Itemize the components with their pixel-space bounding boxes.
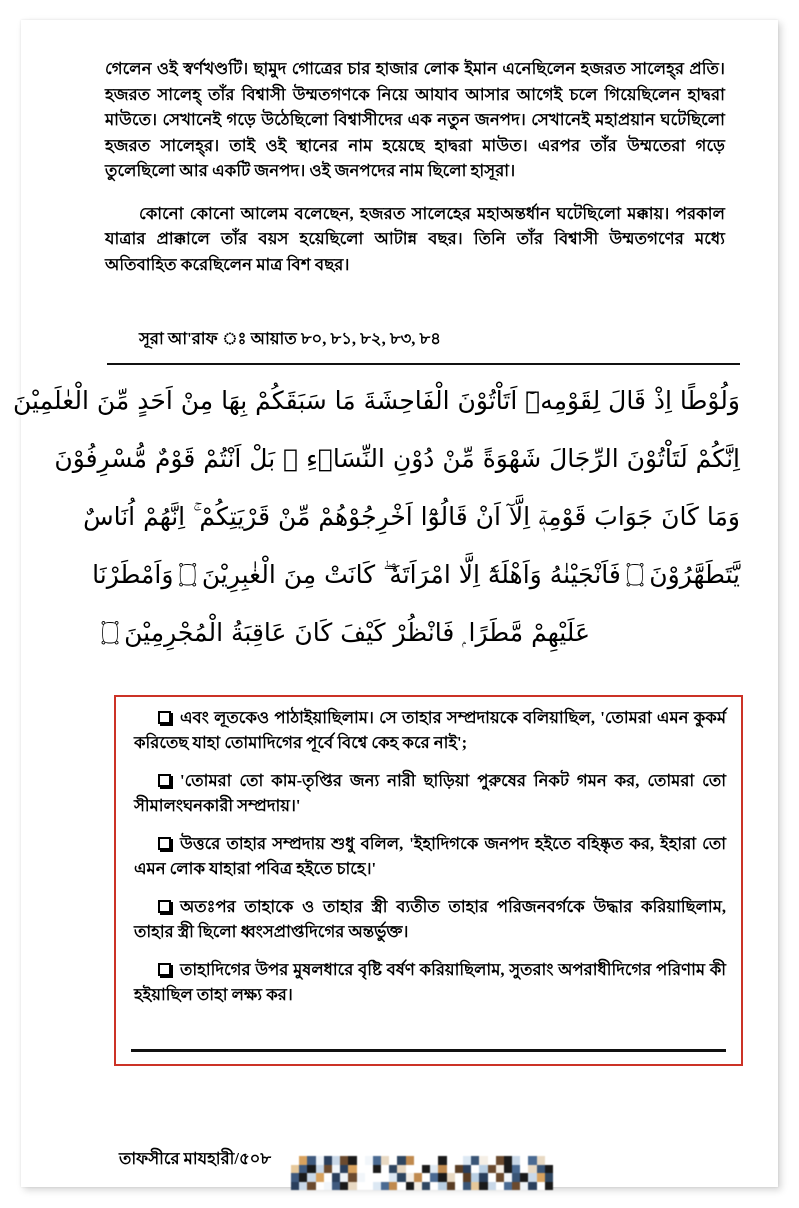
- redaction-cell: [463, 1173, 471, 1182]
- redaction-cell: [324, 1182, 332, 1191]
- redaction-cell: [381, 1173, 389, 1182]
- horizontal-rule-above-arabic: [107, 363, 740, 365]
- redaction-cell: [397, 1156, 405, 1165]
- redaction-cell: [373, 1182, 381, 1191]
- redaction-cell: [479, 1165, 487, 1174]
- redaction-cell: [316, 1182, 324, 1191]
- redaction-cell: [397, 1182, 405, 1191]
- redaction-cell: [447, 1165, 455, 1174]
- redaction-cell: [365, 1156, 373, 1165]
- translation-paragraph-5: [134, 957, 726, 1007]
- redaction-cell: [528, 1173, 536, 1182]
- redaction-cell: [455, 1173, 463, 1182]
- redaction-cell: [381, 1182, 389, 1191]
- redaction-cell: [357, 1156, 365, 1165]
- redaction-cell: [545, 1156, 553, 1165]
- translation-paragraph-3: [134, 831, 726, 881]
- arabic-line-2: اِنَّكُمْ لَتَاْتُوْنَ الرِّجَالَ شَهْوَةً مِّنْ دُوْنِ النِّسَاۤءِ ۝ بَلْ اَنْتُمْ قَوْمٌ مُّسْرِفُوْنَ: [54, 444, 740, 473]
- redaction-cell: [365, 1165, 373, 1174]
- redaction-cell: [512, 1182, 520, 1191]
- square-bullet-icon: [158, 774, 171, 787]
- redaction-cell: [389, 1156, 397, 1165]
- page-footer: [119, 1142, 739, 1202]
- redaction-cell: [357, 1165, 365, 1174]
- redaction-cell: [537, 1173, 545, 1182]
- square-bullet-icon: [158, 837, 171, 850]
- redaction-cell: [447, 1173, 455, 1182]
- redaction-cell: [488, 1165, 496, 1174]
- redaction-cell: [348, 1165, 356, 1174]
- redaction-cell: [332, 1165, 340, 1174]
- redaction-cell: [414, 1156, 422, 1165]
- redaction-cell: [430, 1173, 438, 1182]
- redaction-cell: [422, 1156, 430, 1165]
- redaction-cell: [307, 1173, 315, 1182]
- redaction-cell: [504, 1156, 512, 1165]
- redaction-cell: [537, 1182, 545, 1191]
- redaction-cell: [512, 1156, 520, 1165]
- redaction-cell: [455, 1182, 463, 1191]
- redaction-cell: [496, 1182, 504, 1191]
- redaction-cell: [291, 1165, 299, 1174]
- redaction-cell: [438, 1165, 446, 1174]
- redaction-cell: [438, 1156, 446, 1165]
- redaction-cell: [528, 1165, 536, 1174]
- redaction-cell: [414, 1165, 422, 1174]
- redaction-cell: [414, 1182, 422, 1191]
- redaction-cell: [324, 1173, 332, 1182]
- horizontal-rule-box-bottom: [131, 1049, 726, 1052]
- redaction-cell: [316, 1156, 324, 1165]
- redaction-cell: [414, 1173, 422, 1182]
- redaction-cell: [332, 1156, 340, 1165]
- arabic-line-3: وَمَا كَانَ جَوَابَ قَوْمِهٖٓ اِلَّآ اَنْ قَالُوْٓا اَخْرِجُوْهُمْ مِّنْ قَرْيَتِكُمْ ۚ اِنَّهُمْ اُنَاسٌ: [83, 502, 740, 531]
- translation-box: [114, 695, 743, 1066]
- redaction-cell: [479, 1156, 487, 1165]
- arabic-line-4: يَّتَطَهَّرُوْنَ ۝ فَاَنْجَيْنٰهُ وَاَهْلَهٗٓ اِلَّا امْرَاَتَهٗ ۖ كَانَتْ مِنَ الْغٰبِرِيْنَ ۝ وَاَمْطَرْنَا: [92, 560, 740, 589]
- intro-text-block: [105, 56, 725, 277]
- redaction-cell: [471, 1182, 479, 1191]
- redaction-cell: [357, 1182, 365, 1191]
- redaction-cell: [512, 1173, 520, 1182]
- translation-paragraph-4: [134, 894, 726, 944]
- redaction-cell: [307, 1165, 315, 1174]
- redaction-cell: [504, 1165, 512, 1174]
- redaction-cell: [373, 1156, 381, 1165]
- translation-text-4: অতঃপর তাহাকে ও তাহার স্ত্রী ব্যতীত তাহার পরিজনবর্গকে উদ্ধার করিয়াছিলাম, তাহার স্ত্রী ছিলো ধ্বংসপ্রাপ্তদিগের অন্তর্ভুক্ত।: [134, 897, 726, 941]
- redaction-cell: [471, 1173, 479, 1182]
- redaction-cell: [373, 1165, 381, 1174]
- redaction-cell: [332, 1173, 340, 1182]
- redaction-cell: [463, 1182, 471, 1191]
- redaction-cell: [389, 1165, 397, 1174]
- page-content: [13, 20, 778, 1187]
- redaction-cell: [504, 1182, 512, 1191]
- footer-label: তাফসীরে মাযহারী/৫০৮: [119, 1149, 272, 1168]
- translation-paragraph-2: [134, 768, 726, 818]
- redaction-cell: [406, 1173, 414, 1182]
- redaction-cell: [291, 1156, 299, 1165]
- redaction-cell: [348, 1156, 356, 1165]
- redaction-cell: [406, 1182, 414, 1191]
- redaction-cell: [348, 1182, 356, 1191]
- redaction-cell: [447, 1182, 455, 1191]
- redaction-cell: [455, 1156, 463, 1165]
- redaction-cell: [496, 1173, 504, 1182]
- redaction-cell: [545, 1165, 553, 1174]
- redaction-cell: [348, 1173, 356, 1182]
- redaction-cell: [455, 1165, 463, 1174]
- redaction-cell: [365, 1182, 373, 1191]
- redaction-cell: [488, 1173, 496, 1182]
- translation-text-1: এবং লূতকেও পাঠাইয়াছিলাম। সে তাহার সম্প্রদায়কে বলিয়াছিল, 'তোমরা এমন কুকর্ম করিতেছ যাহা তোমাদিগের পূর্বে বিশ্বে কেহ করে নাই';: [134, 708, 726, 752]
- page-sheet: [13, 20, 778, 1187]
- translation-text-5: তাহাদিগের উপর মুষলধারে বৃষ্টি বর্ষণ করিয়াছিলাম, সুতরাং অপরাধীদিগের পরিণাম কী হইয়াছিল তাহা লক্ষ্য কর।: [134, 960, 726, 1004]
- redaction-cell: [438, 1173, 446, 1182]
- redaction-cell: [340, 1173, 348, 1182]
- redaction-cell: [397, 1173, 405, 1182]
- translation-paragraph-1: [134, 705, 726, 755]
- redaction-cell: [520, 1165, 528, 1174]
- arabic-verse-block: [13, 372, 740, 662]
- translation-text-3: উত্তরে তাহার সম্প্রদায় শুধু বলিল, 'ইহাদিগকে জনপদ হইতে বহিষ্কৃত কর, ইহারা তো এমন লোক যাহারা পবিত্র হইতে চাহে।': [134, 834, 726, 878]
- redaction-cell: [340, 1182, 348, 1191]
- redaction-cell: [365, 1173, 373, 1182]
- surah-reference: সূরা আ'রাফ ঃ আয়াত ৮০, ৮১, ৮২, ৮৩, ৮৪: [139, 329, 441, 348]
- redaction-cell: [389, 1182, 397, 1191]
- redaction-cell: [340, 1165, 348, 1174]
- redaction-cell: [545, 1182, 553, 1191]
- redaction-cell: [299, 1173, 307, 1182]
- redaction-cell: [291, 1182, 299, 1191]
- redaction-cell: [397, 1165, 405, 1174]
- redaction-cell: [422, 1165, 430, 1174]
- redaction-cell: [307, 1182, 315, 1191]
- redaction-cell: [332, 1182, 340, 1191]
- redaction-cell: [422, 1173, 430, 1182]
- redaction-cell: [299, 1165, 307, 1174]
- translation-text-2: 'তোমরা তো কাম-তৃপ্তির জন্য নারী ছাড়িয়া পুরুষের নিকট গমন কর, তোমরা তো সীমালংঘনকারী সম্প্রদায়।': [134, 771, 726, 815]
- redaction-cell: [316, 1173, 324, 1182]
- redaction-cell: [496, 1165, 504, 1174]
- intro-paragraph-1: গেলেন ওই স্বর্ণখণ্ডটি। ছামুদ গোত্রের চার হাজার লোক ইমান এনেছিলেন হজরত সালেহ্‌র প্রতি। হজরত সালেহ্‌ তাঁর বিশ্বাসী উম্মতগণকে নিয়ে আযাব আসার আগেই চলে গিয়েছিলেন হাদ্বরা মাউতে। সেখানেই গড়ে উঠেছিলো বিশ্বাসীদের এক নতুন জনপদ। সেখানেই মহাপ্রয়ান ঘটেছিলো হজরত সালেহ্‌র। তাই ওই স্থানের নাম হয়েছে হাদ্বরা মাউত। এরপর তাঁর উম্মতেরা গড়ে তুলেছিলো আর একটি জনপদ। ওই জনপদের নাম ছিলো হাসূরা।: [105, 59, 725, 180]
- redaction-cell: [504, 1173, 512, 1182]
- redaction-cell: [324, 1165, 332, 1174]
- redaction-cell: [488, 1182, 496, 1191]
- redaction-cell: [307, 1156, 315, 1165]
- square-bullet-icon: [158, 900, 171, 913]
- redaction-cell: [422, 1182, 430, 1191]
- redaction-cell: [537, 1165, 545, 1174]
- redaction-cell: [512, 1165, 520, 1174]
- redaction-cell: [406, 1156, 414, 1165]
- redaction-cell: [528, 1182, 536, 1191]
- redaction-cell: [381, 1156, 389, 1165]
- redaction-cell: [357, 1173, 365, 1182]
- redaction-cell: [381, 1165, 389, 1174]
- redaction-cell: [463, 1156, 471, 1165]
- redaction-cell: [324, 1156, 332, 1165]
- redaction-cell: [430, 1156, 438, 1165]
- redaction-cell: [479, 1182, 487, 1191]
- redaction-cell: [537, 1156, 545, 1165]
- translation-paragraph-list: [134, 705, 726, 1007]
- redaction-cell: [520, 1173, 528, 1182]
- square-bullet-icon: [158, 963, 171, 976]
- redaction-cell: [373, 1173, 381, 1182]
- redaction-cell: [340, 1156, 348, 1165]
- redaction-cell: [479, 1173, 487, 1182]
- arabic-line-1: وَلُوْطًا اِذْ قَالَ لِقَوْمِهٖٓ اَتَاْتُوْنَ الْفَاحِشَةَ مَا سَبَقَكُمْ بِهَا مِنْ اَحَدٍ مِّنَ الْعٰلَمِيْنَ: [13, 386, 740, 415]
- redaction-cell: [471, 1156, 479, 1165]
- redaction-cell: [520, 1156, 528, 1165]
- redaction-cell: [406, 1165, 414, 1174]
- redaction-cell: [496, 1156, 504, 1165]
- redaction-cell: [438, 1182, 446, 1191]
- redaction-cell: [430, 1165, 438, 1174]
- redaction-cell: [471, 1165, 479, 1174]
- redaction-cell: [291, 1173, 299, 1182]
- redaction-cell: [389, 1173, 397, 1182]
- redaction-cell: [463, 1165, 471, 1174]
- redacted-mosaic-block: [291, 1156, 553, 1190]
- intro-paragraph-2: কোনো কোনো আলেম বলেছেন, হজরত সালেহের মহাঅন্তর্ধান ঘটেছিলো মক্কায়। পরকাল যাত্রার প্রাক্কালে তাঁর বয়স হয়েছিলো আটান্ন বছর। তিনি তাঁর বিশ্বাসী উম্মতগণের মধ্যে অতিবাহিত করেছিলেন মাত্র বিশ বছর।: [105, 203, 725, 274]
- arabic-line-5: عَلَيْهِمْ مَّطَرًا ۭ فَانْظُرْ كَيْفَ كَانَ عَاقِبَةُ الْمُجْرِمِيْنَ ۝: [103, 618, 590, 647]
- redaction-cell: [488, 1156, 496, 1165]
- square-bullet-icon: [158, 711, 171, 724]
- redaction-cell: [528, 1156, 536, 1165]
- redaction-cell: [447, 1156, 455, 1165]
- redaction-cell: [545, 1173, 553, 1182]
- redaction-cell: [316, 1165, 324, 1174]
- redaction-cell: [299, 1156, 307, 1165]
- redaction-cell: [299, 1182, 307, 1191]
- redaction-cell: [430, 1182, 438, 1191]
- redaction-cell: [520, 1182, 528, 1191]
